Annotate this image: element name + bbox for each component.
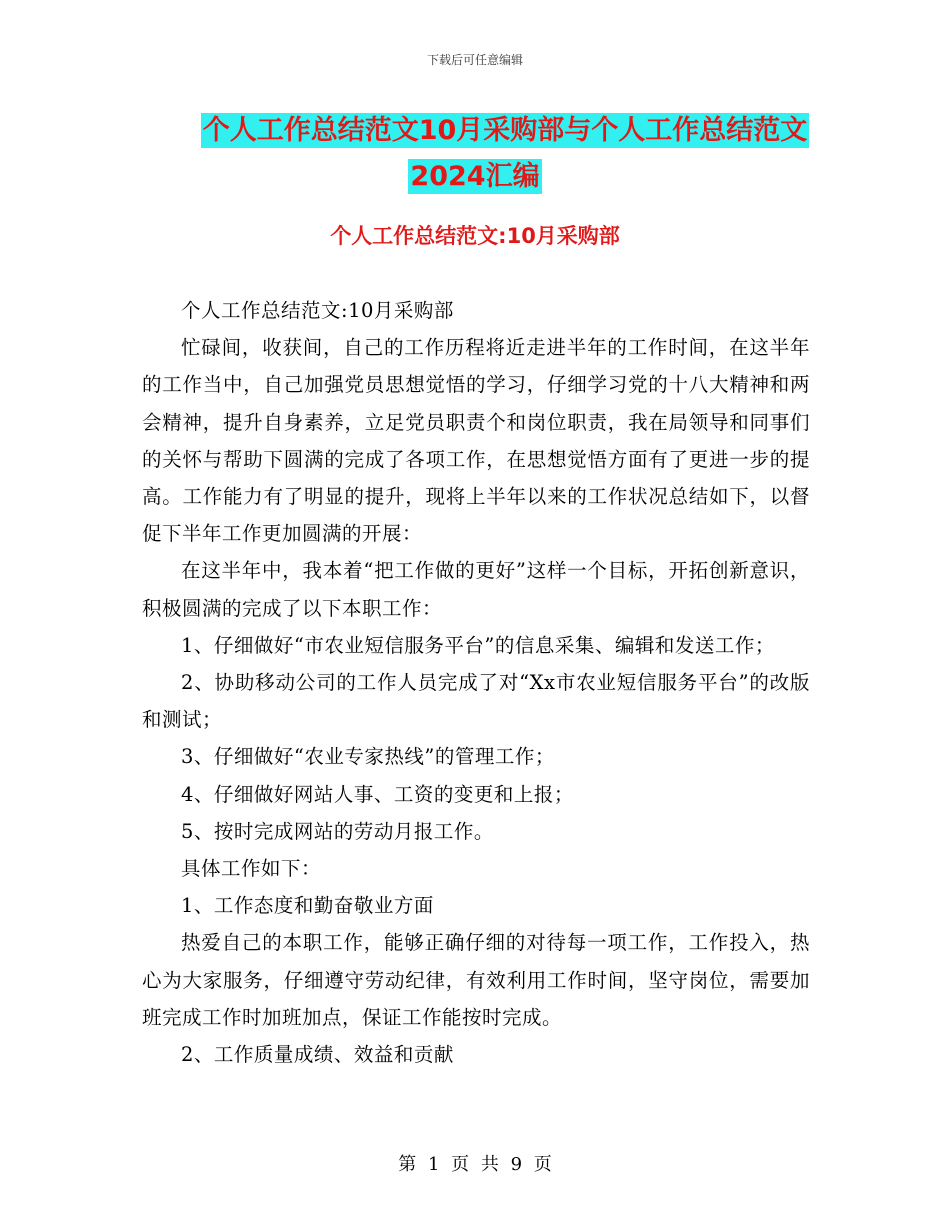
- subheading: 2、工作质量成绩、效益和贡献: [181, 1043, 454, 1067]
- document-title-line-1: 个人工作总结范文10月采购部与个人工作总结范文: [202, 115, 808, 146]
- list-item: 1、仔细做好“市农业短信服务平台”的信息采集、编辑和发送工作；: [181, 633, 775, 657]
- paragraph: 个人工作总结范文:10月采购部: [181, 299, 454, 322]
- document-title: [0, 108, 950, 200]
- document-body: [142, 292, 810, 1073]
- paragraph: 在这半年中，我本着“把工作做的更好”这样一个目标，开拓创新意识，积极圆满的完成了以下本职工作：: [142, 559, 810, 620]
- paragraph: 热爱自己的本职工作，能够正确仔细的对待每一项工作，工作投入，热心为大家服务，仔细遵守劳动纪律，有效利用工作时间，坚守岗位，需要加班完成工作时加班加点，保证工作能按时完成。: [142, 931, 810, 1029]
- paragraph: 忙碌间，收获间，自己的工作历程将近走进半年的工作时间，在这半年的工作当中，自己加强党员思想觉悟的学习，仔细学习党的十八大精神和两会精神，提升自身素养，立足党员职责个和岗位职责，我在局领导和同事们的关怀与帮助下圆满的完成了各项工作，在思想觉悟方面有了更进一步的提高。工作能力有了明显的提升，现将上半年以来的工作状况总结如下，以督促下半年工作更加圆满的开展：: [142, 336, 810, 546]
- page-header-note: 下载后可任意编辑: [426, 53, 523, 67]
- subheading: 1、工作态度和勤奋敬业方面: [181, 894, 434, 918]
- list-item: 2、协助移动公司的工作人员完成了对“Xx市农业短信服务平台”的改版和测试；: [142, 671, 810, 732]
- list-item: 4、仔细做好网站人事、工资的变更和上报；: [181, 782, 574, 806]
- paragraph: 具体工作如下：: [181, 857, 322, 881]
- section-heading: 个人工作总结范文:10月采购部: [330, 224, 620, 248]
- document-title-line-2: 2024汇编: [410, 161, 540, 192]
- page-footer-number: 第 1 页 共 9 页: [398, 1154, 552, 1175]
- list-item: 5、按时完成网站的劳动月报工作。: [181, 819, 494, 843]
- list-item: 3、仔细做好“农业专家热线”的管理工作；: [181, 745, 555, 769]
